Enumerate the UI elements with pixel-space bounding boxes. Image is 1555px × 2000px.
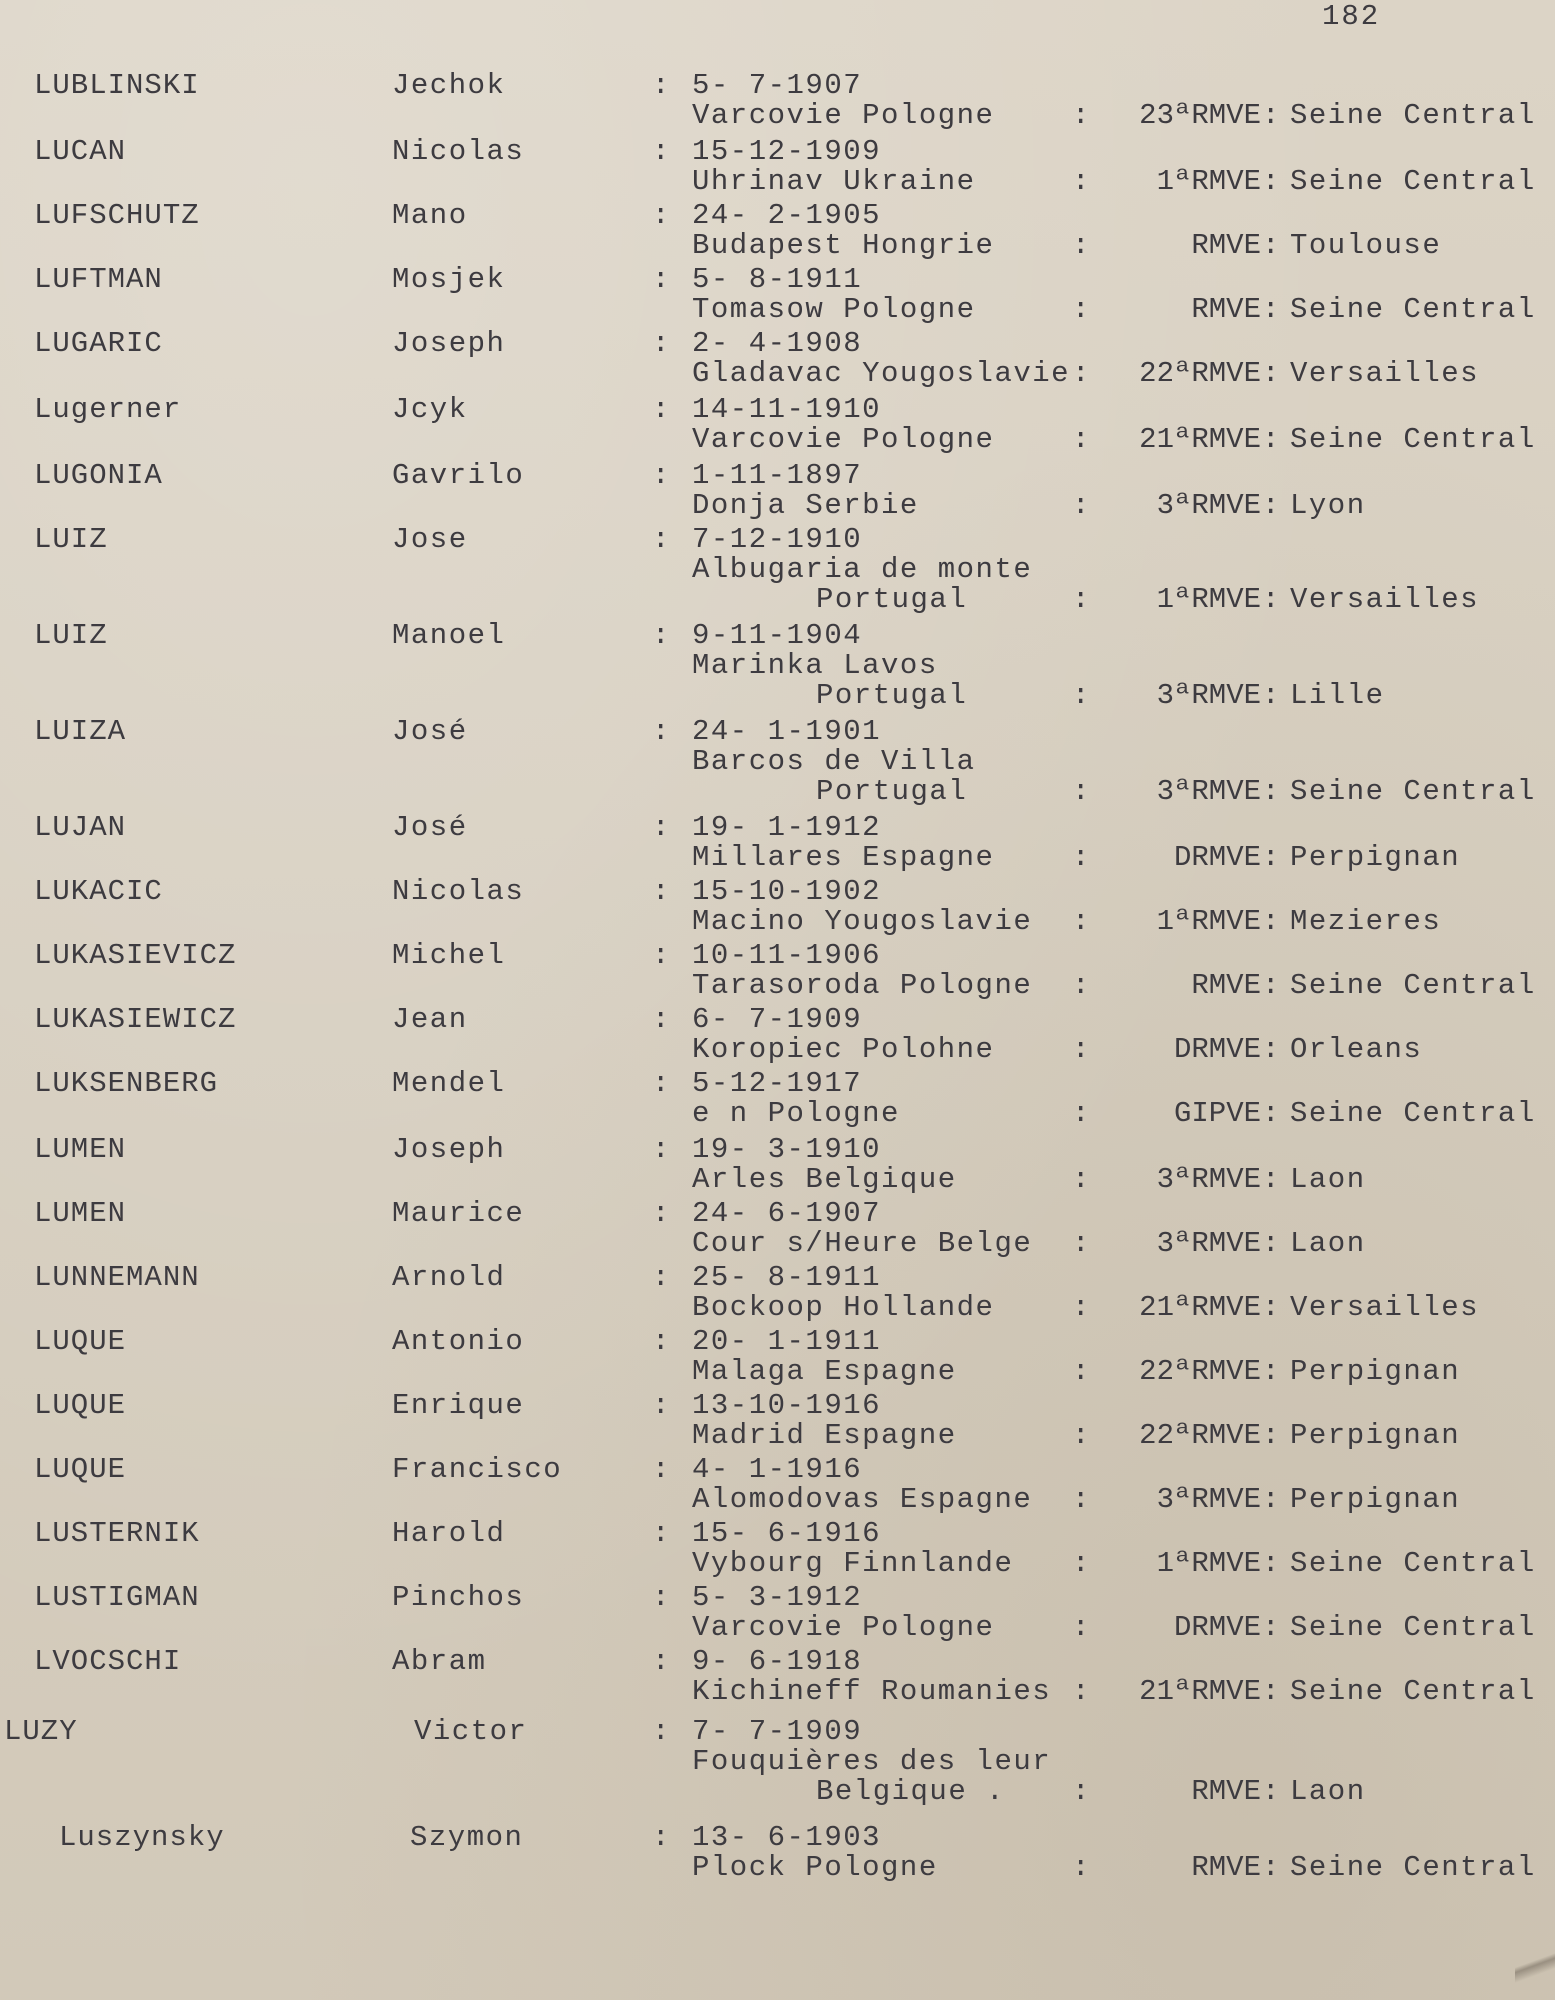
separator: : [1262,1851,1281,1884]
birth-place: Budapest Hongrie [692,229,995,262]
depot: Lille [1290,679,1385,712]
given-name: Francisco [392,1453,563,1486]
birth-place: Donja Serbie [692,489,919,522]
separator: : [1262,357,1281,390]
separator: : [1262,1419,1281,1452]
depot: Lyon [1290,489,1366,522]
birth-date: 13-10-1916 [692,1389,882,1422]
separator: : [1072,165,1091,198]
depot: Seine Central [1290,1675,1536,1708]
separator: : [1262,583,1281,616]
separator: : [1262,489,1281,522]
separator: : [1072,489,1091,522]
separator: : [652,459,671,492]
given-name: Joseph [392,327,506,360]
separator: : [652,69,671,102]
birth-date: 1-11-1897 [692,459,863,492]
given-name: Mendel [392,1067,506,1100]
birth-place: Albugaria de monte [692,553,1033,586]
separator: : [652,939,671,972]
separator: : [1262,679,1281,712]
surname: Luszynsky [59,1821,225,1854]
separator: : [1262,1775,1281,1808]
given-name: Enrique [392,1389,525,1422]
birth-place: Alomodovas Espagne [692,1483,1033,1516]
regiment: 3ªRMVE [1156,1227,1261,1260]
regiment: RMVE [1191,293,1261,326]
regiment: 3ªRMVE [1156,1163,1261,1196]
depot: Seine Central [1290,969,1536,1002]
birth-date: 5-12-1917 [692,1067,863,1100]
surname: LUIZA [34,715,127,748]
depot: Mezieres [1290,905,1442,938]
given-name: Victor [414,1715,528,1748]
surname: LUGARIC [34,327,163,360]
regiment: 21ªRMVE [1139,1675,1261,1708]
regiment: 3ªRMVE [1156,775,1261,808]
separator: : [1072,423,1091,456]
regiment: 22ªRMVE [1139,1355,1261,1388]
surname: LUSTERNIK [34,1517,200,1550]
birth-place: Kichineff Roumanies [692,1675,1052,1708]
birth-place: Varcovie Pologne [692,99,995,132]
separator: : [652,1821,671,1854]
given-name: José [392,811,468,844]
separator: : [1072,583,1091,616]
given-name: Maurice [392,1197,525,1230]
birth-place: e n Pologne [692,1097,900,1130]
separator: : [1262,905,1281,938]
depot: Laon [1290,1227,1366,1260]
given-name: Manoel [392,619,506,652]
surname: LUQUE [34,1325,127,1358]
birth-place: Varcovie Pologne [692,1611,995,1644]
birth-place: Portugal [816,775,968,808]
given-name: Nicolas [392,875,525,908]
birth-place: Portugal [816,679,968,712]
separator: : [652,1645,671,1678]
separator: : [1072,1675,1091,1708]
regiment: RMVE [1191,229,1261,262]
given-name: Arnold [392,1261,506,1294]
separator: : [1072,357,1091,390]
birth-date: 13- 6-1903 [692,1821,882,1854]
depot: Seine Central [1290,423,1536,456]
depot: Versailles [1290,1291,1480,1324]
depot: Seine Central [1290,293,1536,326]
birth-place: Gladavac Yougoslavie [692,357,1071,390]
birth-place: Cour s/Heure Belge [692,1227,1033,1260]
birth-place: Barcos de Villa [692,745,976,778]
regiment: 1ªRMVE [1156,583,1261,616]
surname: LUJAN [34,811,127,844]
birth-date: 5- 3-1912 [692,1581,863,1614]
given-name: Antonio [392,1325,525,1358]
surname: LUIZ [34,619,108,652]
given-name: Gavrilo [392,459,525,492]
surname: LUIZ [34,523,108,556]
separator: : [1262,775,1281,808]
given-name: Jcyk [392,393,468,426]
birth-place: Portugal [816,583,968,616]
birth-date: 5- 7-1907 [692,69,863,102]
separator: : [652,875,671,908]
page-number: 182 [1322,0,1381,33]
birth-place: Plock Pologne [692,1851,938,1884]
surname: LUSTIGMAN [34,1581,200,1614]
birth-date: 15- 6-1916 [692,1517,882,1550]
birth-date: 5- 8-1911 [692,263,863,296]
given-name: Jean [392,1003,468,1036]
separator: : [1072,99,1091,132]
separator: : [1072,775,1091,808]
separator: : [1262,229,1281,262]
given-name: Harold [392,1517,506,1550]
given-name: Michel [392,939,506,972]
regiment: 22ªRMVE [1139,1419,1261,1452]
birth-date: 24- 2-1905 [692,199,882,232]
given-name: Jechok [392,69,506,102]
separator: : [652,1517,671,1550]
surname: LUFTMAN [34,263,163,296]
birth-place: Uhrinav Ukraine [692,165,976,198]
depot: Seine Central [1290,1611,1536,1644]
separator: : [1262,1355,1281,1388]
separator: : [1072,679,1091,712]
regiment: DRMVE [1173,841,1261,874]
separator: : [1072,1227,1091,1260]
separator: : [1072,905,1091,938]
separator: : [652,1581,671,1614]
depot: Perpignan [1290,1483,1461,1516]
surname: Lugerner [34,393,182,426]
birth-date: 24- 6-1907 [692,1197,882,1230]
surname: LUZY [4,1715,78,1748]
separator: : [1072,229,1091,262]
separator: : [1072,1483,1091,1516]
birth-date: 6- 7-1909 [692,1003,863,1036]
regiment: 3ªRMVE [1156,489,1261,522]
depot: Seine Central [1290,775,1536,808]
separator: : [652,1715,671,1748]
depot: Orleans [1290,1033,1423,1066]
regiment: 22ªRMVE [1139,357,1261,390]
surname: LUNNEMANN [34,1261,200,1294]
page-corner-mark [1515,1910,1555,2000]
separator: : [1072,1419,1091,1452]
regiment: 1ªRMVE [1156,1547,1261,1580]
birth-place: Arles Belgique [692,1163,957,1196]
separator: : [1072,1033,1091,1066]
separator: : [1072,1163,1091,1196]
regiment: 1ªRMVE [1156,165,1261,198]
birth-place: Vybourg Finnlande [692,1547,1014,1580]
separator: : [1262,423,1281,456]
surname: LUGONIA [34,459,163,492]
depot: Versailles [1290,357,1480,390]
separator: : [652,327,671,360]
depot: Seine Central [1290,99,1536,132]
separator: : [1072,1775,1091,1808]
regiment: RMVE [1191,1851,1261,1884]
separator: : [1262,165,1281,198]
birth-place: Belgique . [816,1775,1006,1808]
birth-date: 19- 1-1912 [692,811,882,844]
regiment: DRMVE [1173,1611,1261,1644]
given-name: Mosjek [392,263,506,296]
separator: : [1072,841,1091,874]
surname: LUFSCHUTZ [34,199,200,232]
separator: : [652,1067,671,1100]
surname: LUKSENBERG [34,1067,219,1100]
separator: : [652,1453,671,1486]
separator: : [652,135,671,168]
surname: LUQUE [34,1453,127,1486]
separator: : [1072,1291,1091,1324]
separator: : [1262,1291,1281,1324]
separator: : [652,1325,671,1358]
given-name: Nicolas [392,135,525,168]
birth-date: 9- 6-1918 [692,1645,863,1678]
birth-date: 15-10-1902 [692,875,882,908]
birth-place: Tarasoroda Pologne [692,969,1033,1002]
depot: Seine Central [1290,1547,1536,1580]
regiment: 23ªRMVE [1139,99,1261,132]
separator: : [1262,1483,1281,1516]
separator: : [652,811,671,844]
separator: : [652,619,671,652]
regiment: 21ªRMVE [1139,423,1261,456]
separator: : [1262,841,1281,874]
birth-date: 2- 4-1908 [692,327,863,360]
separator: : [652,393,671,426]
surname: LUCAN [34,135,127,168]
surname: LVOCSCHI [34,1645,182,1678]
birth-date: 9-11-1904 [692,619,863,652]
depot: Versailles [1290,583,1480,616]
separator: : [1072,1851,1091,1884]
separator: : [1072,1097,1091,1130]
separator: : [1072,1547,1091,1580]
depot: Perpignan [1290,1419,1461,1452]
surname: LUMEN [34,1133,127,1166]
separator: : [1262,969,1281,1002]
surname: LUKACIC [34,875,163,908]
separator: : [1072,969,1091,1002]
separator: : [1262,1227,1281,1260]
separator: : [1262,1611,1281,1644]
birth-date: 7- 7-1909 [692,1715,863,1748]
depot: Seine Central [1290,165,1536,198]
surname: LUKASIEWICZ [34,1003,237,1036]
birth-place: Bockoop Hollande [692,1291,995,1324]
regiment: 3ªRMVE [1156,1483,1261,1516]
regiment: DRMVE [1173,1033,1261,1066]
given-name: José [392,715,468,748]
separator: : [652,1261,671,1294]
separator: : [1262,1547,1281,1580]
regiment: RMVE [1191,969,1261,1002]
surname: LUMEN [34,1197,127,1230]
birth-date: 20- 1-1911 [692,1325,882,1358]
depot: Seine Central [1290,1097,1536,1130]
birth-place: Marinka Lavos [692,649,938,682]
birth-date: 24- 1-1901 [692,715,882,748]
separator: : [1262,99,1281,132]
birth-place: Madrid Espagne [692,1419,957,1452]
separator: : [652,715,671,748]
depot: Perpignan [1290,1355,1461,1388]
birth-place: Varcovie Pologne [692,423,995,456]
surname: LUQUE [34,1389,127,1422]
separator: : [1072,293,1091,326]
regiment: 21ªRMVE [1139,1291,1261,1324]
birth-place: Fouquières des leur [692,1745,1052,1778]
separator: : [1262,1097,1281,1130]
birth-place: Tomasow Pologne [692,293,976,326]
given-name: Abram [392,1645,487,1678]
birth-place: Macino Yougoslavie [692,905,1033,938]
birth-date: 10-11-1906 [692,939,882,972]
separator: : [652,1133,671,1166]
given-name: Joseph [392,1133,506,1166]
separator: : [652,1389,671,1422]
separator: : [1262,293,1281,326]
surname: LUBLINSKI [34,69,200,102]
depot: Perpignan [1290,841,1461,874]
regiment: RMVE [1191,1775,1261,1808]
separator: : [1262,1033,1281,1066]
birth-date: 14-11-1910 [692,393,882,426]
separator: : [1262,1163,1281,1196]
birth-date: 19- 3-1910 [692,1133,882,1166]
birth-place: Millares Espagne [692,841,995,874]
depot: Laon [1290,1163,1366,1196]
separator: : [1072,1355,1091,1388]
birth-place: Koropiec Polohne [692,1033,995,1066]
given-name: Mano [392,199,468,232]
separator: : [1262,1675,1281,1708]
birth-date: 4- 1-1916 [692,1453,863,1486]
depot: Toulouse [1290,229,1442,262]
separator: : [652,199,671,232]
depot: Seine Central [1290,1851,1536,1884]
surname: LUKASIEVICZ [34,939,237,972]
given-name: Szymon [410,1821,524,1854]
given-name: Pinchos [392,1581,525,1614]
birth-date: 15-12-1909 [692,135,882,168]
birth-date: 7-12-1910 [692,523,863,556]
birth-date: 25- 8-1911 [692,1261,882,1294]
separator: : [1072,1611,1091,1644]
separator: : [652,523,671,556]
regiment: 3ªRMVE [1156,679,1261,712]
separator: : [652,1197,671,1230]
separator: : [652,263,671,296]
depot: Laon [1290,1775,1366,1808]
separator: : [652,1003,671,1036]
given-name: Jose [392,523,468,556]
regiment: 1ªRMVE [1156,905,1261,938]
birth-place: Malaga Espagne [692,1355,957,1388]
regiment: GIPVE [1173,1097,1261,1130]
